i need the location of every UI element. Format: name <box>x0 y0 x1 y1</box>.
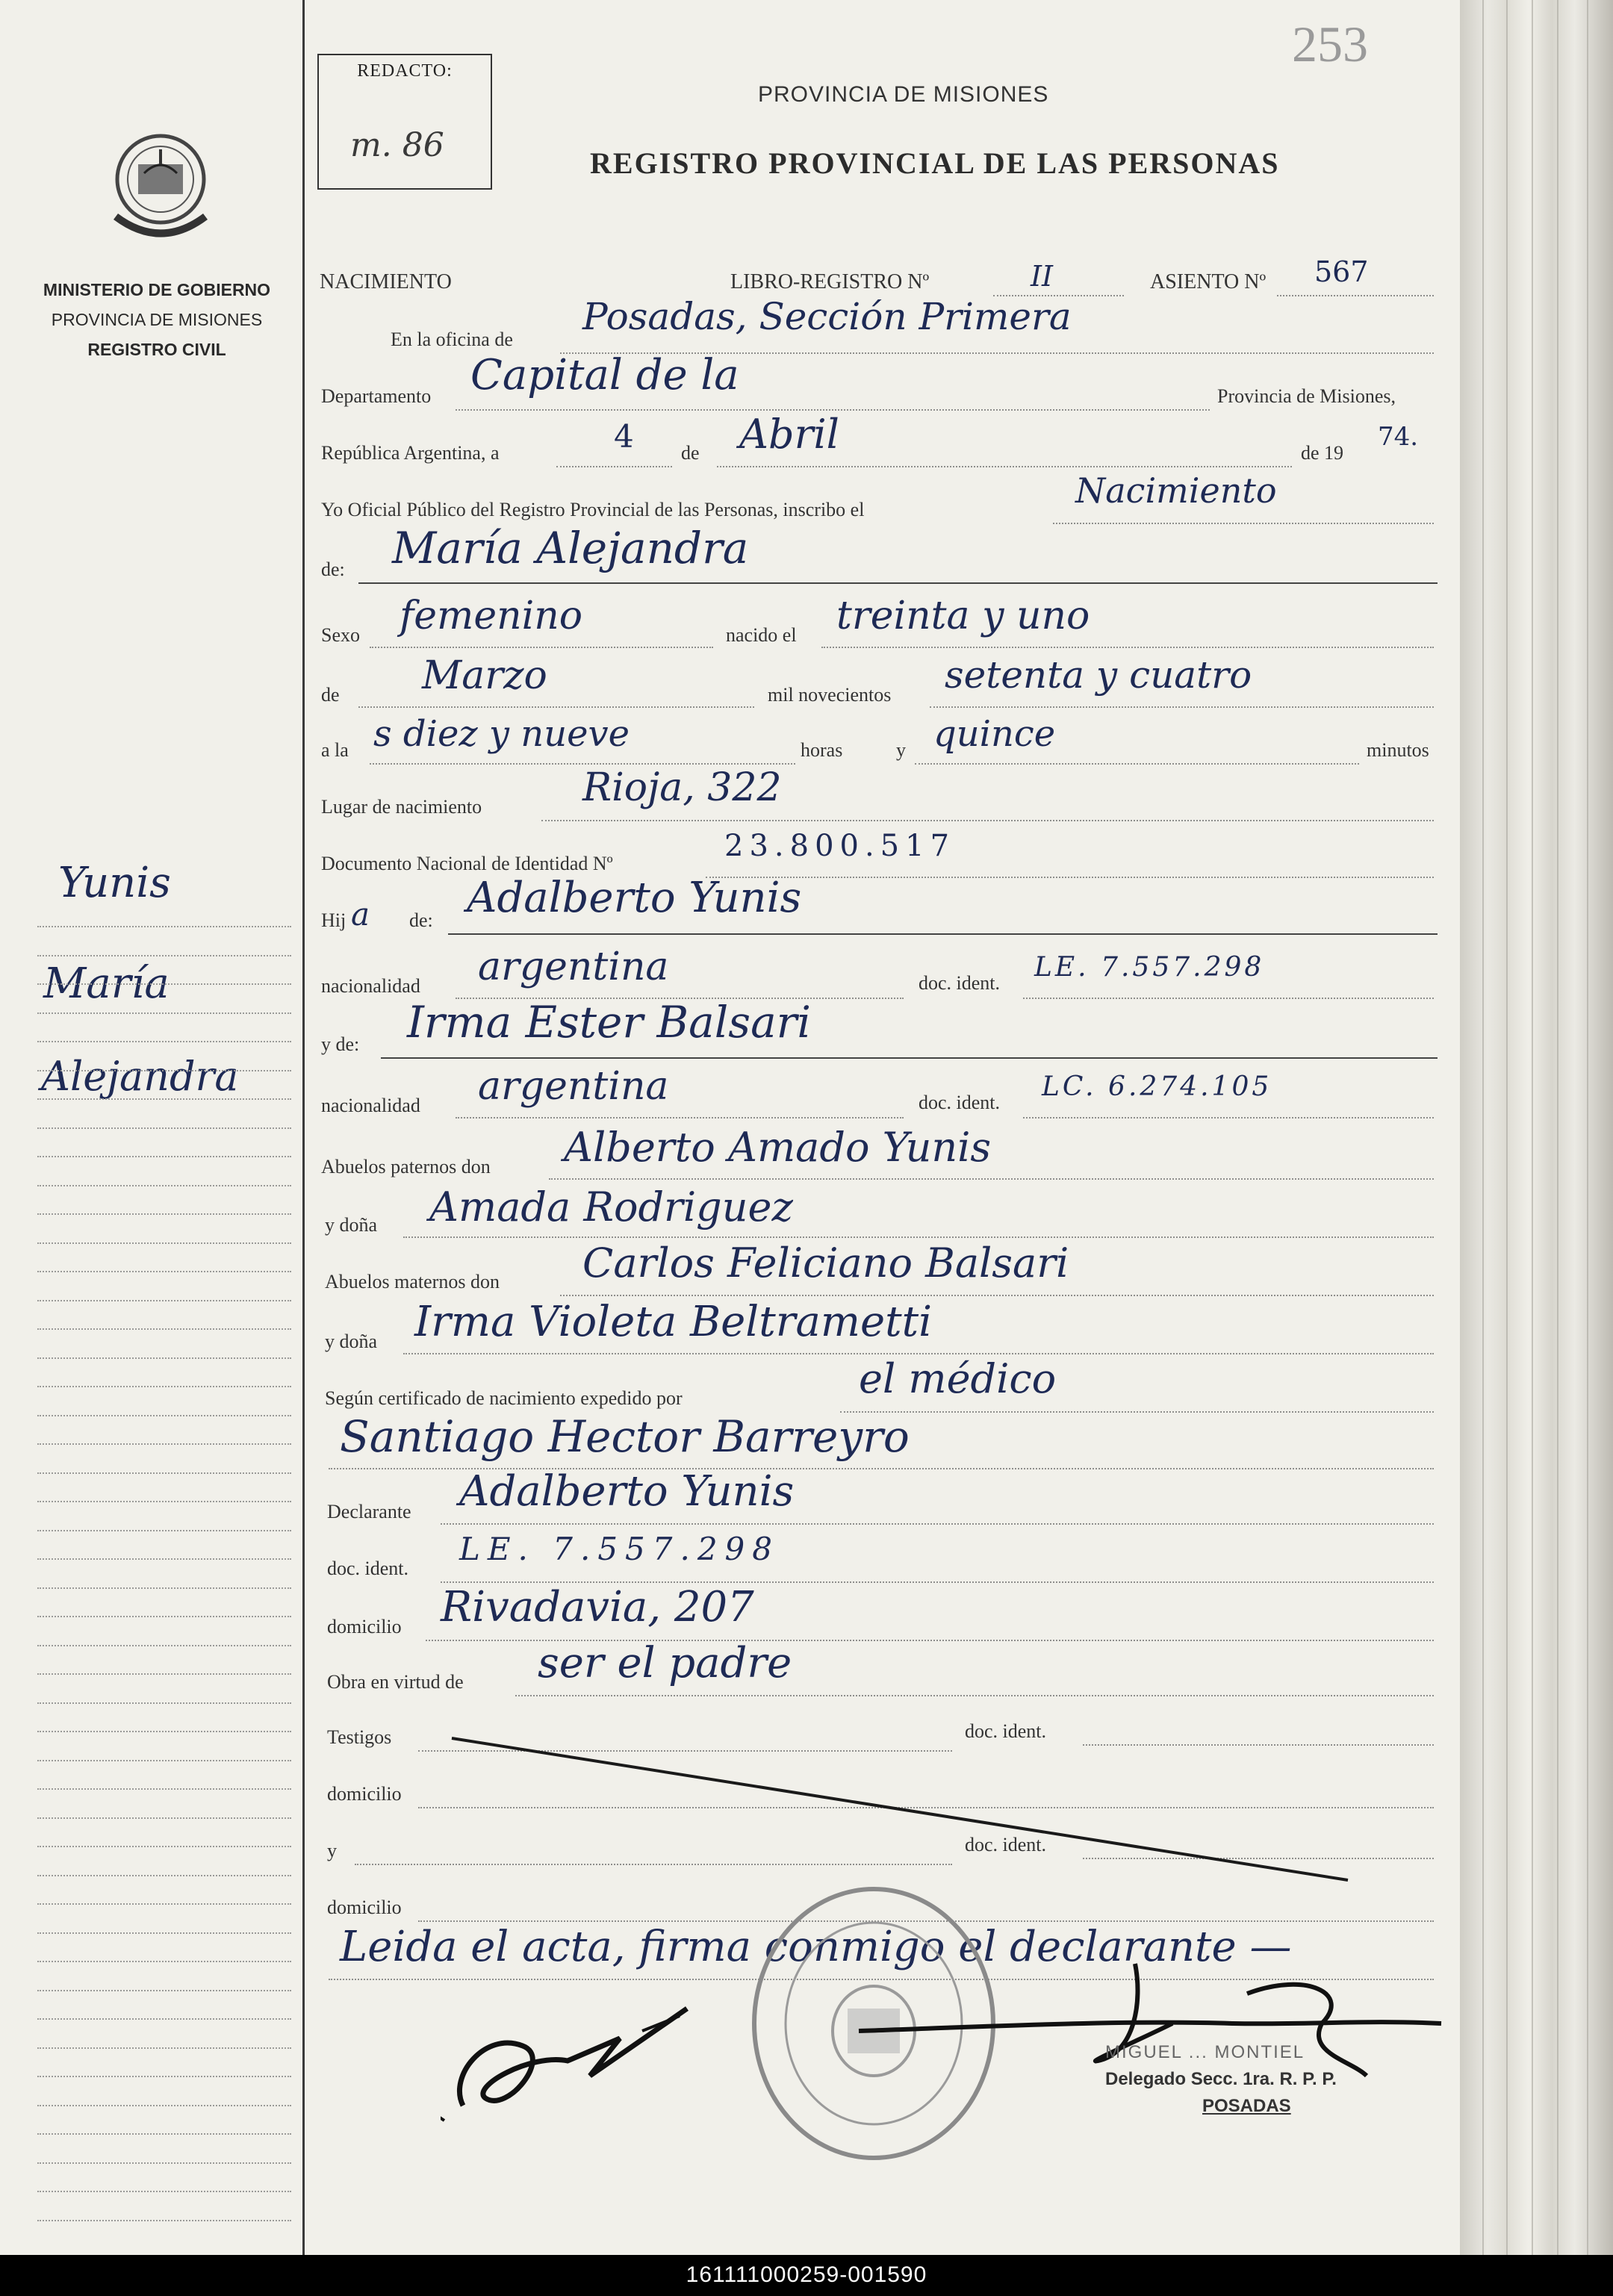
sexo-line <box>370 647 713 648</box>
nac2-line <box>456 1117 904 1119</box>
margin-rule <box>37 1961 291 1962</box>
obra-line <box>515 1695 1434 1696</box>
margin-rule <box>37 1760 291 1761</box>
republica-label: República Argentina, a <box>321 442 500 464</box>
horas-line <box>370 763 795 765</box>
domicilio-label: domicilio <box>327 1616 402 1637</box>
dia-value: 4 <box>614 418 634 455</box>
margin-rule <box>37 955 291 956</box>
nac2-value: argentina <box>478 1064 669 1109</box>
oficial-text: Yo Oficial Público del Registro Provincial de las Personas, inscribo el <box>321 499 865 520</box>
page-number: 253 <box>1292 16 1368 72</box>
margin-rule <box>37 1357 291 1359</box>
ministry-registry: REGISTRO CIVIL <box>87 340 226 359</box>
dni-label: Documento Nacional de Identidad Nº <box>321 853 613 874</box>
margin-rule <box>37 1673 291 1675</box>
ministry-name: MINISTERIO DE GOBIERNO <box>43 280 271 299</box>
hijo-suffix: a <box>351 896 370 933</box>
margin-rule <box>37 1242 291 1244</box>
abp-line <box>549 1178 1434 1180</box>
margin-rule <box>37 1472 291 1474</box>
horas-label: horas <box>801 739 843 761</box>
margin-rule <box>37 983 291 985</box>
doc1-value: LE. 7.557.298 <box>1034 952 1265 983</box>
y2-doc-label: doc. ident. <box>965 1834 1047 1855</box>
minutos-value: quince <box>933 713 1056 755</box>
margin-rule <box>37 926 291 927</box>
cert-value1: el médico <box>859 1355 1057 1402</box>
book-page-edges <box>1460 0 1613 2255</box>
margin-rule <box>37 1300 291 1301</box>
delegate-title: Delegado Secc. 1ra. R. P. P. <box>1105 2069 1337 2089</box>
domicilio2-label: domicilio <box>327 1783 402 1805</box>
abp-dona-line <box>403 1236 1434 1238</box>
margin-rule <box>37 1731 291 1732</box>
anio-nac-line <box>930 706 1434 708</box>
nacido-value: treinta y uno <box>836 594 1090 638</box>
testigos-doc-label: doc. ident. <box>965 1720 1047 1742</box>
departamento-value: Capital de la <box>470 351 739 399</box>
margin-rule <box>37 1558 291 1560</box>
margin-rule <box>37 1098 291 1100</box>
dni-value: 23.800.517 <box>724 829 956 863</box>
margin-rule <box>37 2047 291 2049</box>
declarante-line <box>441 1523 1434 1525</box>
abp-label: Abuelos paternos don <box>321 1156 491 1177</box>
asiento-line <box>1277 295 1434 296</box>
margin-rule <box>37 1846 291 1847</box>
obra-label: Obra en virtud de <box>327 1671 464 1693</box>
mes-line <box>717 466 1292 467</box>
nac1-label: nacionalidad <box>321 975 420 997</box>
margin-rule <box>37 1990 291 1991</box>
declarante-label: Declarante <box>327 1501 411 1522</box>
ala-label: a la <box>321 739 349 761</box>
delegate-name: MIGUEL ... MONTIEL <box>1105 2042 1305 2062</box>
horas-value: s diez y nueve <box>373 713 630 755</box>
lugar-value: Rioja, 322 <box>582 765 782 810</box>
doc1-line <box>1023 998 1434 999</box>
margin-rule <box>37 1587 291 1589</box>
doc1-label: doc. ident. <box>919 972 1001 994</box>
margin-rule <box>37 1616 291 1617</box>
provincia-suffix: Provincia de Misiones, <box>1217 385 1396 407</box>
margin-column <box>0 0 305 2255</box>
margin-rule <box>37 1127 291 1129</box>
margin-rule <box>37 1817 291 1819</box>
margin-rule <box>37 1213 291 1215</box>
cancel-stroke <box>448 1732 1359 1889</box>
abp-value: Alberto Amado Yunis <box>564 1124 992 1171</box>
docid-label: doc. ident. <box>327 1558 409 1579</box>
margin-rule <box>37 1386 291 1387</box>
margin-rule <box>37 1012 291 1014</box>
y2-label: y <box>327 1840 337 1861</box>
redacto-value: m. 86 <box>350 126 444 164</box>
cert-label: Según certificado de nacimiento expedido por <box>325 1387 683 1409</box>
mes-nac-value: Marzo <box>422 653 547 698</box>
padre-line <box>448 933 1438 935</box>
lugar-line <box>541 820 1434 821</box>
ministry-province: PROVINCIA DE MISIONES <box>51 310 263 329</box>
obra-value: ser el padre <box>538 1639 792 1687</box>
madre-line <box>381 1057 1438 1059</box>
abm-line <box>560 1295 1434 1296</box>
nombre-value: María Alejandra <box>392 523 749 573</box>
docid-value: LE. 7.557.298 <box>459 1531 780 1567</box>
domicilio3-label: domicilio <box>327 1897 402 1918</box>
de2-label: de <box>321 684 340 706</box>
margin-rule <box>37 1070 291 1071</box>
margin-name1: María <box>43 959 170 1008</box>
sexo-value: femenino <box>400 594 583 638</box>
domicilio-value: Rivadavia, 207 <box>441 1583 754 1631</box>
de-label: de <box>681 442 700 464</box>
libro-value: II <box>1031 260 1054 293</box>
oficina-value: Posadas, Sección Primera <box>582 295 1072 338</box>
padre-value: Adalberto Yunis <box>467 874 802 922</box>
margin-rule <box>37 1501 291 1502</box>
nacido-line <box>821 647 1434 648</box>
margin-name2: Alejandra <box>41 1053 239 1100</box>
margin-rule <box>37 1041 291 1042</box>
lugar-label: Lugar de nacimiento <box>321 796 482 818</box>
asiento-value: 567 <box>1314 255 1369 288</box>
minutos-line <box>915 763 1359 765</box>
nacido-label: nacido el <box>726 624 797 646</box>
doc2-label: doc. ident. <box>919 1092 1001 1113</box>
act-type: NACIMIENTO <box>320 270 452 293</box>
margin-rule <box>37 1932 291 1934</box>
province-seal-icon <box>101 127 220 254</box>
minutos-label: minutos <box>1367 739 1429 761</box>
anio-nac-value: setenta y cuatro <box>945 653 1252 697</box>
margin-rule <box>37 1702 291 1704</box>
margin-rule <box>37 1903 291 1905</box>
inscribo-value: Nacimiento <box>1075 470 1277 511</box>
doc2-line <box>1023 1117 1434 1119</box>
doc2-value: LC. 6.274.105 <box>1042 1071 1272 1102</box>
y-label: y <box>896 739 906 761</box>
nac1-value: argentina <box>478 945 669 989</box>
province-title: PROVINCIA DE MISIONES <box>758 82 1049 107</box>
testigos-label: Testigos <box>327 1726 392 1748</box>
abm-label: Abuelos maternos don <box>325 1271 500 1292</box>
oficina-label: En la oficina de <box>391 329 513 350</box>
hijo-de-label: de: <box>409 909 433 931</box>
de-colon-label: de: <box>321 559 345 580</box>
margin-rule <box>37 1875 291 1876</box>
delegate-block <box>1105 2042 1337 2117</box>
dni-line <box>706 877 1434 878</box>
margin-rule <box>37 1530 291 1531</box>
margin-rule <box>37 1415 291 1416</box>
registry-title: REGISTRO PROVINCIAL DE LAS PERSONAS <box>590 146 1280 180</box>
departamento-label: Departamento <box>321 385 432 407</box>
abm-dona-label: y doña <box>325 1331 378 1352</box>
nombre-line <box>358 582 1438 584</box>
margin-rule <box>37 1443 291 1445</box>
margin-rule <box>37 1328 291 1330</box>
libro-label: LIBRO-REGISTRO Nº <box>730 270 930 293</box>
margin-rule <box>37 2162 291 2164</box>
margin-rule <box>37 1156 291 1157</box>
margin-rule <box>37 2105 291 2106</box>
madre-value: Irma Ester Balsari <box>407 997 811 1048</box>
cert-line1 <box>840 1411 1434 1413</box>
abm-dona-line <box>403 1353 1434 1354</box>
mil-label: mil novecientos <box>768 684 892 706</box>
hijo-label: Hij <box>321 909 346 931</box>
margin-rule <box>37 2133 291 2135</box>
inscribo-line <box>1053 523 1434 524</box>
cert-value2: Santiago Hector Barreyro <box>340 1411 910 1462</box>
declarant-signature <box>441 1986 709 2135</box>
ministry-block <box>22 275 291 364</box>
asiento-label: ASIENTO Nº <box>1150 270 1267 293</box>
margin-rule <box>37 2076 291 2077</box>
declarante-value: Adalberto Yunis <box>459 1467 795 1516</box>
mes-value: Abril <box>739 411 839 458</box>
dia-line <box>556 466 672 467</box>
margin-rule <box>37 2018 291 2020</box>
nac2-label: nacionalidad <box>321 1095 420 1116</box>
anio-label: de 19 <box>1301 442 1344 464</box>
barcode-text: 161111000259-001590 <box>686 2262 927 2287</box>
redacto-box <box>317 54 492 190</box>
margin-rule <box>37 1645 291 1646</box>
margin-rule <box>37 2220 291 2221</box>
abm-value: Carlos Feliciano Balsari <box>582 1239 1069 1287</box>
abp-dona-label: y doña <box>325 1214 378 1236</box>
margin-rule <box>37 1271 291 1272</box>
mes-nac-line <box>358 706 754 708</box>
yde-label: y de: <box>321 1033 360 1055</box>
abp-dona-value: Amada Rodriguez <box>429 1183 793 1231</box>
margin-rule <box>37 1185 291 1186</box>
margin-surname: Yunis <box>58 859 171 907</box>
closing-text: Leida el acta, firma conmigo el declarante — <box>340 1923 1292 1971</box>
abm-dona-value: Irma Violeta Beltrametti <box>414 1298 933 1346</box>
margin-rule <box>37 2191 291 2192</box>
delegate-place: POSADAS <box>1202 2096 1291 2116</box>
redacto-label: REDACTO: <box>357 61 453 81</box>
anio-value: 74. <box>1378 422 1419 452</box>
margin-rule <box>37 1788 291 1790</box>
sexo-label: Sexo <box>321 624 360 646</box>
